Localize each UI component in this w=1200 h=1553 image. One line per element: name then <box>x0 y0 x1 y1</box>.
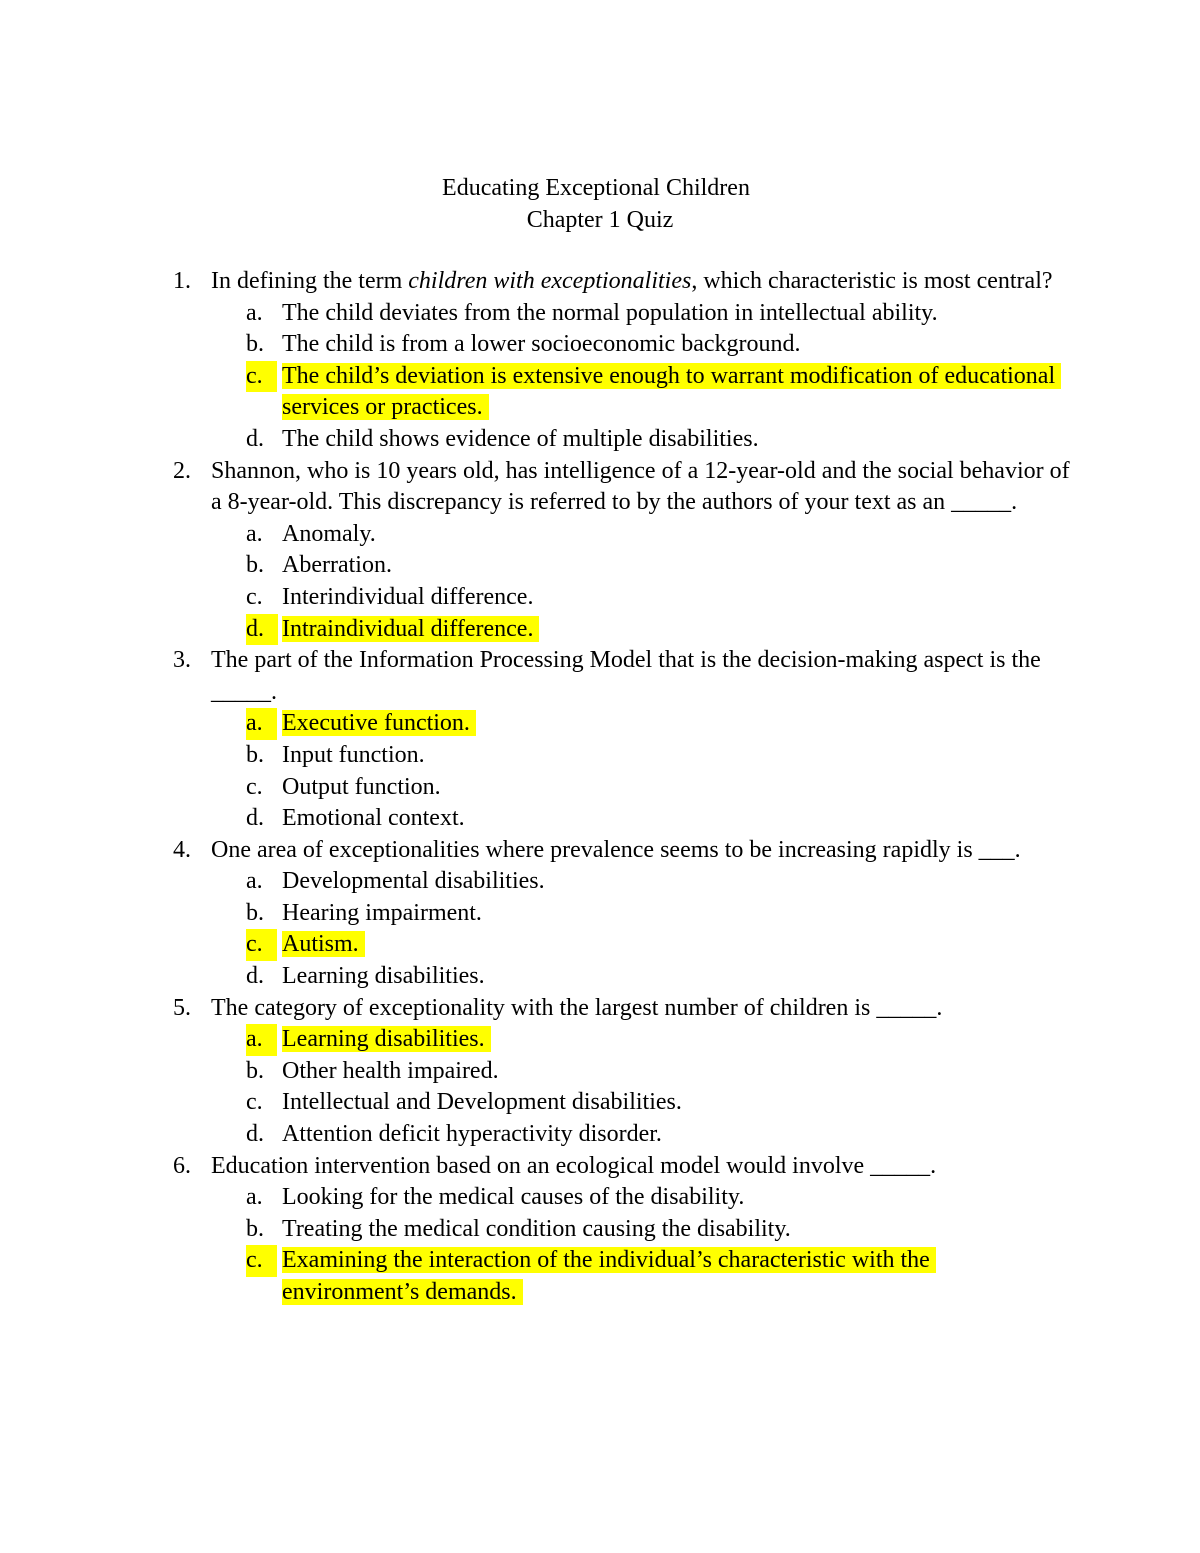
option-letter: d. <box>246 1121 264 1148</box>
option-b <box>0 1214 1200 1246</box>
option-d-highlighted-answer <box>0 614 1200 646</box>
option-b <box>0 329 1200 361</box>
option-a <box>0 1182 1200 1214</box>
option-d <box>0 424 1200 456</box>
option-d <box>0 1119 1200 1151</box>
option-letter: b. <box>246 899 264 926</box>
option-c <box>0 772 1200 804</box>
option-d <box>0 803 1200 835</box>
option-text: Learning disabilities. <box>282 963 485 990</box>
question-text: One area of exceptionalities where prevalence seems to be increasing rapidly is ___. <box>211 836 1021 863</box>
question-6 <box>0 1151 1200 1309</box>
option-letter: b. <box>246 1057 264 1084</box>
option-text: The child’s deviation is extensive enough to warrant modification of educational services or practices. <box>282 363 1061 421</box>
option-letter: c. <box>246 1245 277 1277</box>
option-text: Anomaly. <box>282 520 376 547</box>
option-text: Executive function. <box>282 710 476 736</box>
question-5 <box>0 993 1200 1151</box>
option-letter: b. <box>246 1215 264 1242</box>
option-text: Intraindividual difference. <box>282 616 539 642</box>
option-b <box>0 740 1200 772</box>
option-text: Input function. <box>282 741 425 768</box>
option-letter: d. <box>246 614 278 646</box>
question-1 <box>0 266 1200 456</box>
option-letter: a. <box>246 1024 277 1056</box>
option-a-highlighted-answer <box>0 1024 1200 1056</box>
option-b <box>0 550 1200 582</box>
question-number: 6. <box>173 1152 191 1179</box>
option-a-highlighted-answer <box>0 708 1200 740</box>
option-letter: c. <box>246 929 277 961</box>
question-4 <box>0 835 1200 993</box>
question-2 <box>0 456 1200 646</box>
document-title: Educating Exceptional Children <box>442 175 750 201</box>
document-subtitle: Chapter 1 Quiz <box>526 207 674 233</box>
question-list <box>0 266 1200 1309</box>
question-number: 5. <box>173 994 191 1021</box>
option-list <box>0 708 1200 834</box>
question-number: 3. <box>173 647 191 674</box>
question-text: Shannon, who is 10 years old, has intelligence of a 12-year-old and the social behavior of a 8-year-old. This discrepancy is referred to by the authors of your text as an _____. <box>211 457 1070 516</box>
option-text: Interindividual difference. <box>282 583 534 610</box>
option-letter: d. <box>246 805 264 832</box>
option-list <box>0 1024 1200 1150</box>
option-a <box>0 866 1200 898</box>
option-c-highlighted-answer <box>0 929 1200 961</box>
option-letter: a. <box>246 299 263 326</box>
option-b <box>0 1056 1200 1088</box>
option-text: Emotional context. <box>282 805 465 832</box>
option-letter: c. <box>246 1089 263 1116</box>
option-text: Aberration. <box>282 552 392 579</box>
option-c-highlighted-answer <box>0 1245 1200 1308</box>
option-text: Hearing impairment. <box>282 899 482 926</box>
option-c <box>0 1087 1200 1119</box>
option-list <box>0 519 1200 645</box>
option-a <box>0 519 1200 551</box>
question-text-italic: children with exceptionalities <box>408 268 692 294</box>
option-text: Attention deficit hyperactivity disorder. <box>282 1121 662 1148</box>
question-text-after: , which characteristic is most central? <box>691 268 1053 294</box>
question-text: The category of exceptionality with the largest number of children is _____. <box>211 994 943 1021</box>
option-text: The child is from a lower socioeconomic background. <box>282 331 801 358</box>
option-list <box>0 298 1200 456</box>
option-a <box>0 298 1200 330</box>
option-text: Intellectual and Development disabilities. <box>282 1089 682 1116</box>
option-letter: a. <box>246 1184 263 1211</box>
option-b <box>0 898 1200 930</box>
option-letter: a. <box>246 868 263 895</box>
option-list <box>0 866 1200 992</box>
option-letter: c. <box>246 583 263 610</box>
question-number: 4. <box>173 836 191 863</box>
option-text: Autism. <box>282 931 365 957</box>
option-letter: b. <box>246 331 264 358</box>
option-letter: d. <box>246 963 264 990</box>
option-text: Looking for the medical causes of the disability. <box>282 1184 745 1211</box>
option-text: Output function. <box>282 773 441 800</box>
option-text: Developmental disabilities. <box>282 868 545 895</box>
option-letter: a. <box>246 520 263 547</box>
option-c <box>0 582 1200 614</box>
option-text: Examining the interaction of the individual’s characteristic with the environment’s demands. <box>282 1247 936 1305</box>
option-letter: d. <box>246 425 264 452</box>
option-letter: b. <box>246 741 264 768</box>
question-text-before: In defining the term <box>211 268 409 294</box>
option-list <box>0 1182 1200 1308</box>
option-letter: a. <box>246 708 277 740</box>
option-letter: c. <box>246 361 277 393</box>
question-text: Education intervention based on an ecological model would involve _____. <box>211 1152 937 1179</box>
question-text <box>211 266 1071 298</box>
question-number: 2. <box>173 457 191 484</box>
option-letter: c. <box>246 773 263 800</box>
question-number: 1. <box>173 268 191 294</box>
option-text: The child shows evidence of multiple disabilities. <box>282 425 759 452</box>
option-text: The child deviates from the normal population in intellectual ability. <box>282 299 938 326</box>
option-c-highlighted-answer <box>0 361 1200 424</box>
option-letter: b. <box>246 552 264 579</box>
option-d <box>0 961 1200 993</box>
question-3 <box>0 645 1200 835</box>
option-text: Other health impaired. <box>282 1057 499 1084</box>
question-text: The part of the Information Processing Model that is the decision-making aspect is the _____. <box>211 647 1041 705</box>
option-text: Learning disabilities. <box>282 1026 491 1052</box>
option-text: Treating the medical condition causing the disability. <box>282 1215 791 1242</box>
